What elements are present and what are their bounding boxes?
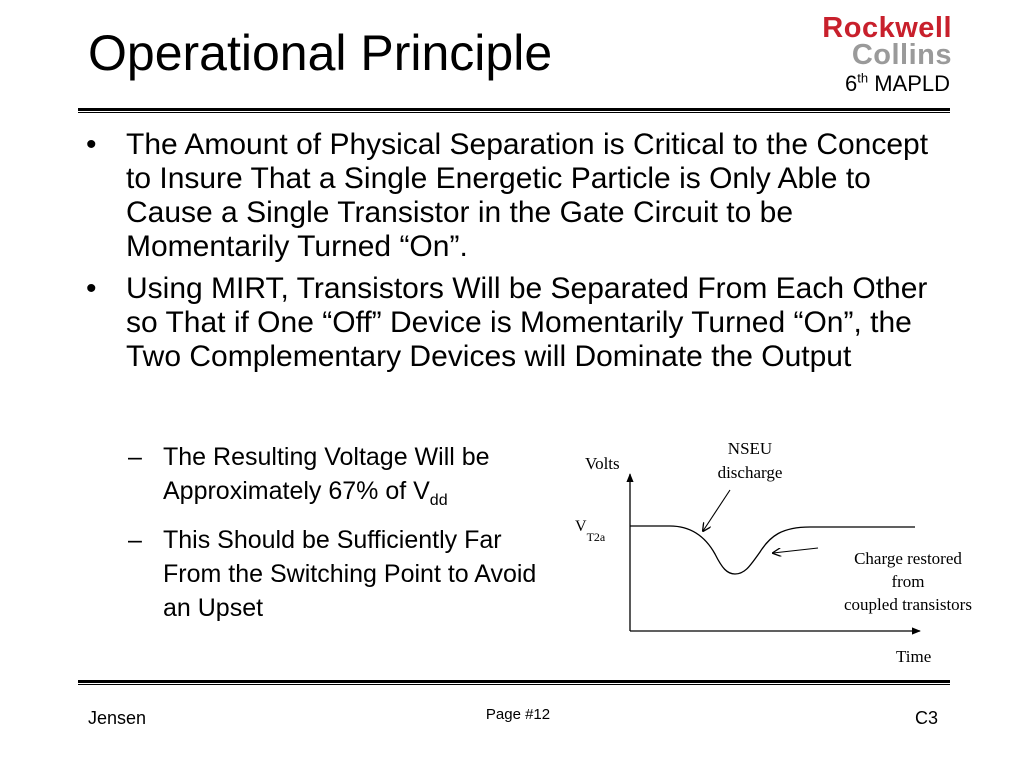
footer-rule-thin	[78, 684, 950, 685]
conference-number: 6	[844, 71, 858, 96]
rockwell-collins-logo	[790, 14, 952, 70]
footer-author: Jensen	[88, 708, 147, 728]
logo-line-1: Rockwell	[822, 12, 952, 44]
bullet-list	[78, 128, 938, 382]
discharge-label: discharge	[717, 463, 783, 482]
bullet-item	[78, 272, 938, 374]
voltage-diagram	[570, 436, 990, 676]
recovery-arrow	[773, 548, 818, 553]
sub-bullet-text: The Resulting Voltage Will be Approximately 67% of V	[163, 443, 490, 505]
level-label	[575, 518, 606, 544]
sub-bullet-item	[128, 440, 558, 518]
level-label-subscript: T2a	[586, 530, 606, 544]
slide-title: Operational Principle	[88, 25, 553, 81]
level-label-main: V	[575, 518, 587, 535]
footer-rule	[78, 680, 950, 683]
x-axis-label: Time	[896, 647, 932, 666]
coupled-transistors-label: coupled transistors	[844, 595, 972, 614]
conference-name: MAPLD	[868, 71, 950, 96]
header-rule-thin	[78, 112, 950, 113]
conference-suffix: th	[857, 70, 869, 86]
vdd-subscript: dd	[429, 492, 448, 509]
footer-section: C3	[914, 708, 938, 728]
bullet-marker: •	[86, 272, 97, 305]
bullet-text: The Amount of Physical Separation is Critical to the Concept to Insure That a Single Energetic Particle is Only Able to Cause a Single Transistor in the Gate Circuit to be Momentarily Turned “On”.	[126, 128, 929, 263]
charge-restored-label: Charge restored	[854, 549, 962, 568]
sub-bullet-marker: –	[128, 443, 142, 471]
sub-bullet-list	[128, 440, 558, 630]
logo-line-2: Collins	[851, 39, 952, 71]
conference-label	[844, 70, 950, 96]
nseu-label: NSEU	[727, 439, 773, 458]
sub-bullet-text: This Should be Sufficiently Far From the Switching Point to Avoid an Upset	[163, 526, 537, 622]
dip-arrow	[703, 490, 730, 531]
header-rule	[78, 108, 950, 111]
bullet-marker: •	[86, 128, 97, 161]
bullet-text: Using MIRT, Transistors Will be Separated From Each Other so That if One “Off” Device is Momentarily Turned “On”, the Two Complementary Devices will Dominate the Output	[126, 272, 928, 373]
bullet-item	[78, 128, 938, 264]
sub-bullet-item	[128, 523, 558, 625]
sub-bullet-marker: –	[128, 526, 142, 554]
footer-page-number: Page #12	[485, 706, 551, 723]
from-label: from	[891, 572, 925, 591]
y-axis-label: Volts	[585, 454, 620, 473]
